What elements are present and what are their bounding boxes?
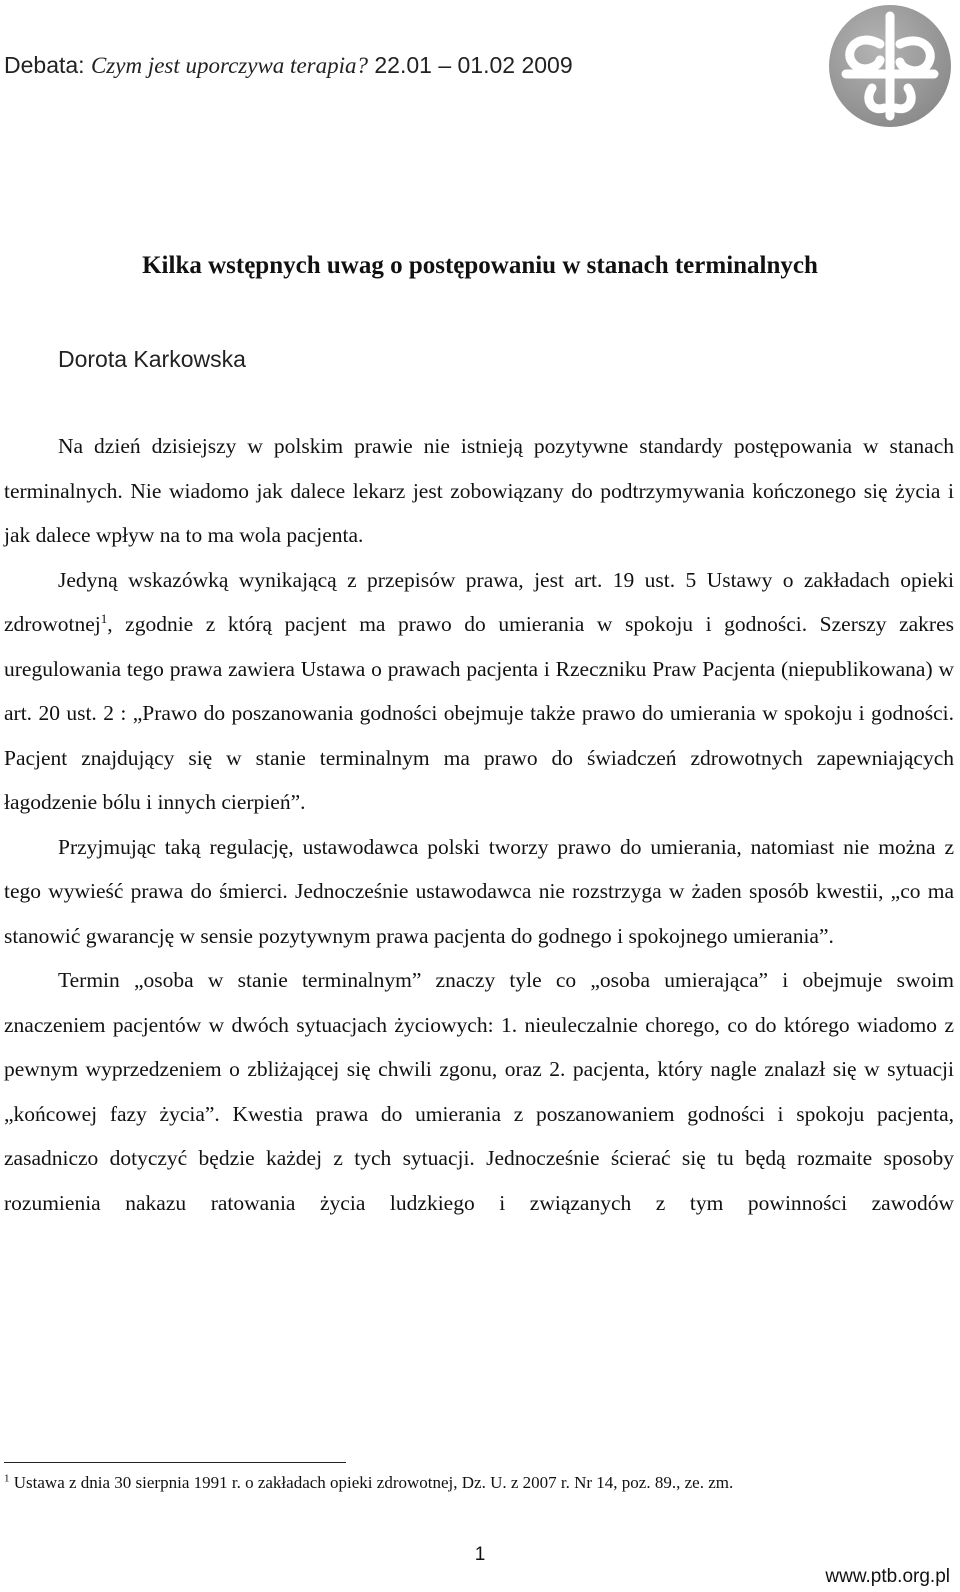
paragraph: [4, 424, 954, 558]
header-prefix: Debata:: [4, 52, 91, 78]
paragraph-text: Jedyną wskazówką wynikającą z przepisów prawa, jest art. 19 ust. 5 Ustawy o zakładach opieki zdrowotnej: [4, 567, 954, 636]
paragraph: [4, 958, 954, 1225]
paragraph: [4, 825, 954, 959]
page-header: [4, 52, 573, 79]
debate-title: Czym jest uporczywa terapia?: [90, 53, 368, 78]
paragraph-text: Termin „osoba w stanie terminalnym” znaczy tyle co „osoba umierająca” i obejmuje swoim znaczeniem pacjentów w dwóch sytuacjach życiowych: 1. nieuleczalnie chorego, co do którego wiadomo z pewnym wyprzedzeniem o zbliżającej się chwili zgonu, oraz 2. pacjenta, który nagle znalazł się w sytuacji „końcowej fazy życia”. Kwestia prawa do umierania z poszanowaniem godności i spokoju pacjenta, zasadniczo dotyczyć będzie każdej z tych sytuacji. Jednocześnie ścierać się tu będą rozmaite sposoby rozumienia nakazu ratowania życia ludzkiego i związanych z tym powinności zawodów: [4, 968, 954, 1215]
paragraph-text: , zgodnie z którą pacjent ma prawo do umierania w spokoju i godności. Szerszy zakres uregulowania tego prawa zawiera Ustawa o prawach pacjenta i Rzeczniku Praw Pacjenta (niepublikowana) w art. 20 ust. 2 : „Prawo do poszanowania godności obejmuje także prawo do umierania w spokoju i godności. Pacjent znajdujący się w stanie terminalnym ma prawo do świadczeń zdrowotnych zapewniających łagodzenie bólu i innych cierpień”.: [4, 612, 954, 814]
site-url[interactable]: www.ptb.org.pl: [825, 1566, 950, 1587]
author-name: Dorota Karkowska: [58, 346, 246, 372]
ptb-logo: [828, 4, 952, 128]
paragraph: [4, 558, 954, 825]
article-body: [4, 424, 954, 1225]
article-title: Kilka wstępnych uwag o postępowaniu w stanach terminalnych: [142, 252, 818, 279]
footnote-reference[interactable]: 1: [100, 610, 108, 626]
footnote: [4, 1473, 733, 1493]
header-dates: 22.01 – 01.02 2009: [368, 52, 573, 78]
footnote-separator: [4, 1462, 346, 1463]
paragraph-text: Na dzień dzisiejszy w polskim prawie nie istnieją pozytywne standardy postępowania w stanach terminalnych. Nie wiadomo jak dalece lekarz jest zobowiązany do podtrzymywania kończonego się życia i jak dalece wpływ na to ma wola pacjenta.: [4, 434, 954, 547]
page-number: 1: [474, 1544, 486, 1565]
footnote-mark: 1: [4, 1472, 10, 1485]
footnote-text: Ustawa z dnia 30 sierpnia 1991 r. o zakładach opieki zdrowotnej, Dz. U. z 2007 r. Nr 14, poz. 89., ze. zm.: [9, 1473, 734, 1492]
paragraph-text: Przyjmując taką regulację, ustawodawca polski tworzy prawo do umierania, natomiast nie można z tego wywieść prawa do śmierci. Jednocześnie ustawodawca nie rozstrzyga w żaden sposób kwestii, „co ma stanowić gwarancję w sensie pozytywnym prawa pacjenta do godnego i spokojnego umierania”.: [4, 834, 954, 948]
